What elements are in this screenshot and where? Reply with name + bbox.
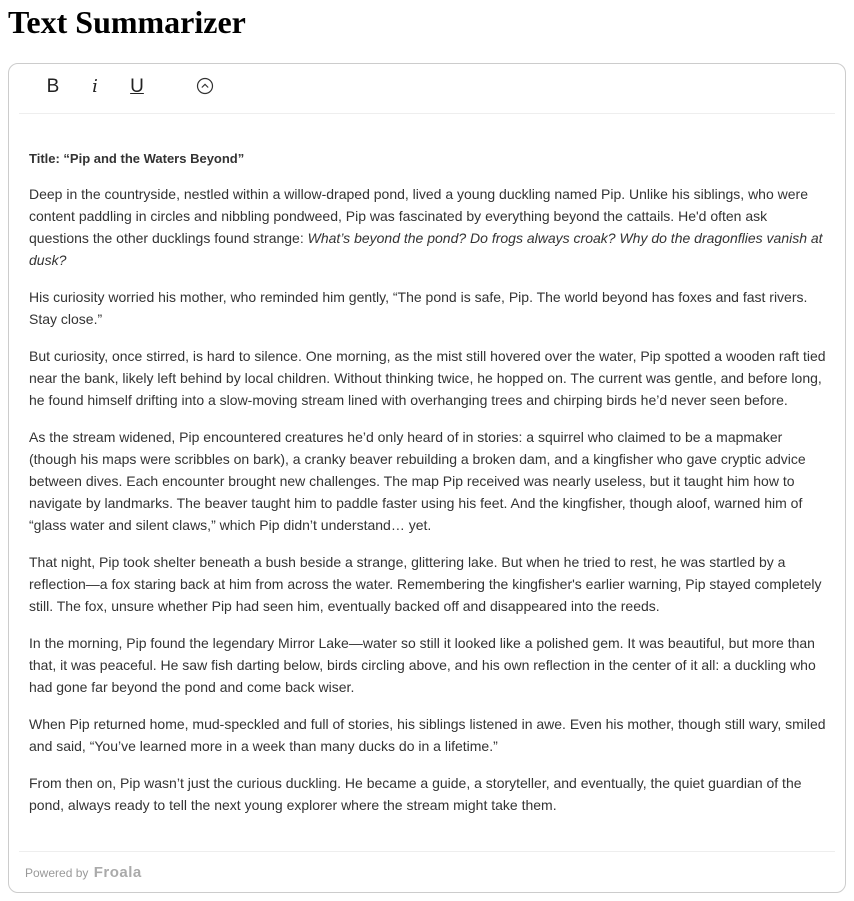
underline-button[interactable]: U: [130, 76, 144, 97]
editor-content[interactable]: [29, 148, 827, 831]
story-title: Title: “Pip and the Waters Beyond”: [29, 151, 245, 166]
paragraph-text: But curiosity, once stirred, is hard to silence. One morning, as the mist still hovered over the water, Pip spotted a wooden raft tied near the bank, likely left behind by local children. Without thinking twice, he hopped on. The current was gentle, and before long, he found himself drifting into a slow-moving stream lined with overhanging trees and chirping birds he’d never seen before.: [29, 348, 826, 408]
chevron-up-circle-icon: [196, 77, 214, 95]
paragraph: [29, 183, 827, 271]
paragraph-text: From then on, Pip wasn’t just the curious duckling. He became a guide, a storyteller, and eventually, the quiet guardian of the pond, always ready to tell the next young explorer where the stream might take them.: [29, 775, 802, 813]
paragraph-italic-text: What’s beyond the pond? Do frogs always croak? Why do the dragonflies vanish at dusk?: [29, 230, 823, 268]
paragraph: [29, 713, 827, 757]
paragraph: [29, 632, 827, 698]
powered-by: [25, 864, 142, 881]
paragraph-text: His curiosity worried his mother, who reminded him gently, “The pond is safe, Pip. The world beyond has foxes and fast rivers. Stay close.”: [29, 289, 808, 327]
froala-logo[interactable]: Froala: [93, 864, 142, 881]
powered-by-label: Powered by: [25, 866, 89, 880]
paragraph-text: In the morning, Pip found the legendary Mirror Lake—water so still it looked like a polished gem. It was beautiful, but more than that, it was peaceful. He saw fish darting below, birds circling above, and his own reflection in the center of it all: a duckling who had gone far beyond the pond and come back wiser.: [29, 635, 816, 695]
editor-footer: [19, 851, 835, 892]
paragraph-text: That night, Pip took shelter beneath a bush beside a strange, glittering lake. But when he tried to rest, he was startled by a reflection—a fox staring back at him from across the water. Remembering the kingfisher's earlier warning, Pip stayed completely still. The fox, unsure whether Pip had seen him, eventually backed off and disappeared into the reeds.: [29, 554, 822, 614]
page-title: Text Summarizer: [8, 4, 246, 40]
italic-button[interactable]: i: [92, 76, 98, 97]
paragraph: [29, 345, 827, 411]
paragraph-text: As the stream widened, Pip encountered creatures he’d only heard of in stories: a squirrel who claimed to be a mapmaker (though his maps were scribbles on bark), a cranky beaver rebuilding a broken dam, and a kingfisher who gave cryptic advice between dives. Each encounter brought new challenges. The map Pip received was nearly useless, but it taught him how to navigate by landmarks. The beaver taught him to paddle faster using his feet. And the kingfisher, though aloof, warned him of “glass water and silent claws,” which Pip didn’t understand… yet.: [29, 429, 806, 533]
paragraph: [29, 286, 827, 330]
paragraph-text: Deep in the countryside, nestled within a willow-draped pond, lived a young duckling named Pip. Unlike his siblings, who were content paddling in circles and nibbling pondweed, Pip was fascinated by everything beyond the cattails. He'd often ask questions the other ducklings found strange:: [29, 186, 808, 246]
paragraph: [29, 551, 827, 617]
more-options-button[interactable]: [193, 77, 217, 101]
paragraph-text: When Pip returned home, mud-speckled and full of stories, his siblings listened in awe. Even his mother, though still wary, smiled and said, “You’ve learned more in a week than many ducks do in a lifetime.”: [29, 716, 826, 754]
bold-button[interactable]: B: [46, 76, 60, 97]
paragraph: [29, 426, 827, 536]
paragraph: [29, 772, 827, 816]
rich-text-editor: [8, 63, 846, 893]
editor-toolbar: [19, 64, 835, 114]
